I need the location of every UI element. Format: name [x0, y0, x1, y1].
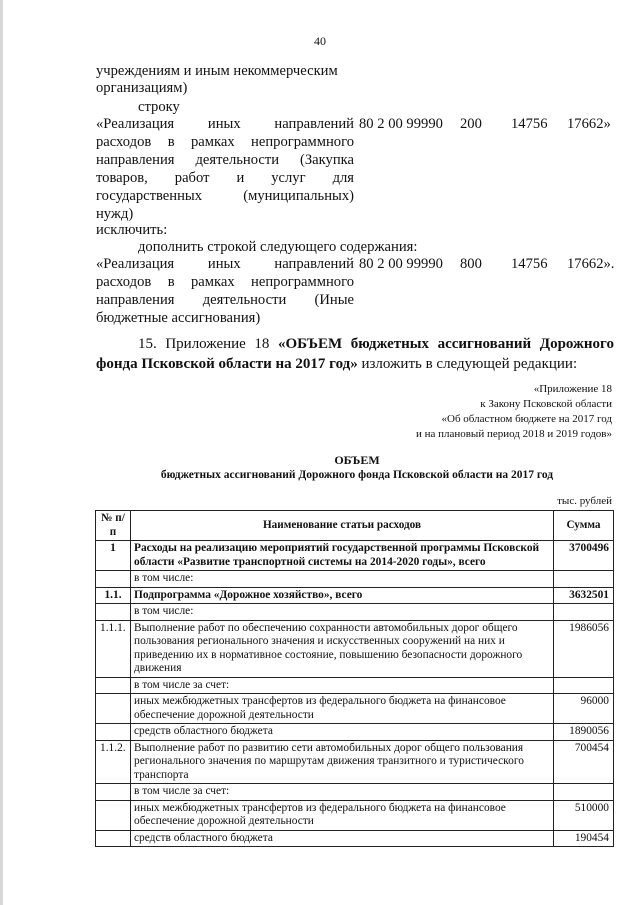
cell-sum: 96000: [554, 694, 614, 724]
add-line-label: дополнить строкой следующего содержания:: [138, 239, 418, 255]
row1-desc-line: направления деятельности (Закупка: [96, 152, 354, 168]
row1-value-2016: 14756: [511, 116, 548, 132]
table-row: [96, 604, 614, 621]
page-number: 40: [314, 34, 326, 48]
cell-sum: 510000: [554, 800, 614, 830]
cell-num: 1.1.2.: [96, 740, 131, 784]
table-row: [96, 571, 614, 588]
row1-desc-line: товаров, работ и услуг для: [96, 170, 354, 186]
appendix-header-line: «Об областном бюджете на 2017 год: [441, 413, 612, 425]
text-line: учреждениям и иным некоммерческим: [96, 63, 338, 79]
col-header-num: № п/п: [96, 511, 131, 541]
cell-sum: [554, 784, 614, 801]
col-header-sum: Сумма: [554, 511, 614, 541]
table-row: [96, 784, 614, 801]
cell-num: [96, 677, 131, 694]
cell-sum: 190454: [554, 830, 614, 847]
cell-num: [96, 800, 131, 830]
cell-name: иных межбюджетных трансфертов из федерального бюджета на финансовое обеспечение дорожной деятельности: [131, 800, 554, 830]
paragraph-suffix: изложить в следующей редакции:: [357, 356, 578, 372]
paragraph-15: [96, 334, 614, 374]
exclude-label: исключить:: [96, 222, 168, 238]
appendix-header-line: к Закону Псковской области: [480, 398, 612, 410]
cell-num: [96, 724, 131, 741]
cell-num: [96, 784, 131, 801]
cell-name: иных межбюджетных трансфертов из федерального бюджета на финансовое обеспечение дорожной деятельности: [131, 694, 554, 724]
cell-num: 1.1.1.: [96, 620, 131, 677]
cell-num: [96, 830, 131, 847]
cell-sum: 3700496: [554, 541, 614, 571]
row1-desc-line: нужд): [96, 206, 134, 222]
cell-sum: [554, 571, 614, 588]
row2-desc-line: направления деятельности (Иные: [96, 292, 354, 308]
cell-sum: [554, 604, 614, 621]
cell-sum: 1890056: [554, 724, 614, 741]
cell-num: 1.1.: [96, 587, 131, 604]
cell-name: Выполнение работ по обеспечению сохранности автомобильных дорог общего пользования регионального значения и искусственных сооружений на них и приведению их в нормативное состояние, повышению безопасности дорожного движения: [131, 620, 554, 677]
page-edge: [0, 0, 3, 905]
table-row: [96, 694, 614, 724]
table-body: [96, 541, 614, 847]
row2-desc-line: «Реализация иных направлений: [96, 256, 354, 272]
row1-desc-line: государственных (муниципальных): [96, 188, 354, 204]
cell-sum: 1986056: [554, 620, 614, 677]
document-subtitle: бюджетных ассигнований Дорожного фонда Псковской области на 2017 год: [160, 469, 554, 481]
table-row: [96, 830, 614, 847]
row2-value-2016: 14756: [511, 256, 548, 272]
table-row: [96, 541, 614, 571]
row1-desc-line: «Реализация иных направлений: [96, 116, 354, 132]
cell-name: в том числе:: [131, 604, 554, 621]
row1-code: 80 2 00 99990: [359, 116, 443, 132]
table-row: [96, 740, 614, 784]
cell-num: 1: [96, 541, 131, 571]
table-row: [96, 587, 614, 604]
row1-type: 200: [460, 116, 482, 132]
cell-sum: [554, 677, 614, 694]
appendix-header-line: «Приложение 18: [533, 383, 612, 395]
cell-name: средств областного бюджета: [131, 724, 554, 741]
cell-name: Выполнение работ по развитию сети автомобильных дорог общего пользования регионального значения по маршрутам движения транзитного и туристического транспорта: [131, 740, 554, 784]
cell-name: средств областного бюджета: [131, 830, 554, 847]
row1-value-2017: 17662»: [567, 116, 611, 132]
cell-name: в том числе за счет:: [131, 784, 554, 801]
cell-name: Расходы на реализацию мероприятий государственной программы Псковской области «Развитие транспортной системы на 2014-2020 годы», всего: [131, 541, 554, 571]
text-line: организациям): [96, 80, 188, 96]
cell-name: Подпрограмма «Дорожное хозяйство», всего: [131, 587, 554, 604]
cell-sum: 3632501: [554, 587, 614, 604]
units-label: тыс. рублей: [557, 495, 612, 507]
col-header-name: Наименование статьи расходов: [131, 511, 554, 541]
table-row: [96, 677, 614, 694]
cell-num: [96, 571, 131, 588]
table-row: [96, 620, 614, 677]
paragraph-prefix: 15. Приложение 18: [138, 336, 279, 352]
row1-desc-line: расходов в рамках непрограммного: [96, 134, 354, 150]
document-title: ОБЪЕМ: [334, 453, 380, 467]
row2-desc-line: бюджетные ассигнования): [96, 310, 261, 326]
paragraph-bold: «ОБЪЕМ бюджетных ассигнований Дорожного фонда Псковской области на 2017 год»: [96, 336, 614, 372]
row2-type: 800: [460, 256, 482, 272]
table-row: [96, 800, 614, 830]
expenses-table: [95, 510, 614, 847]
cell-sum: 700454: [554, 740, 614, 784]
row2-desc-line: расходов в рамках непрограммного: [96, 274, 354, 290]
text-line: строку: [138, 99, 180, 115]
appendix-header-line: и на плановый период 2018 и 2019 годов»: [415, 428, 612, 440]
table-row: [96, 724, 614, 741]
cell-name: в том числе:: [131, 571, 554, 588]
cell-num: [96, 694, 131, 724]
row2-value-2017: 17662».: [567, 256, 615, 272]
cell-name: в том числе за счет:: [131, 677, 554, 694]
row2-code: 80 2 00 99990: [359, 256, 443, 272]
cell-num: [96, 604, 131, 621]
